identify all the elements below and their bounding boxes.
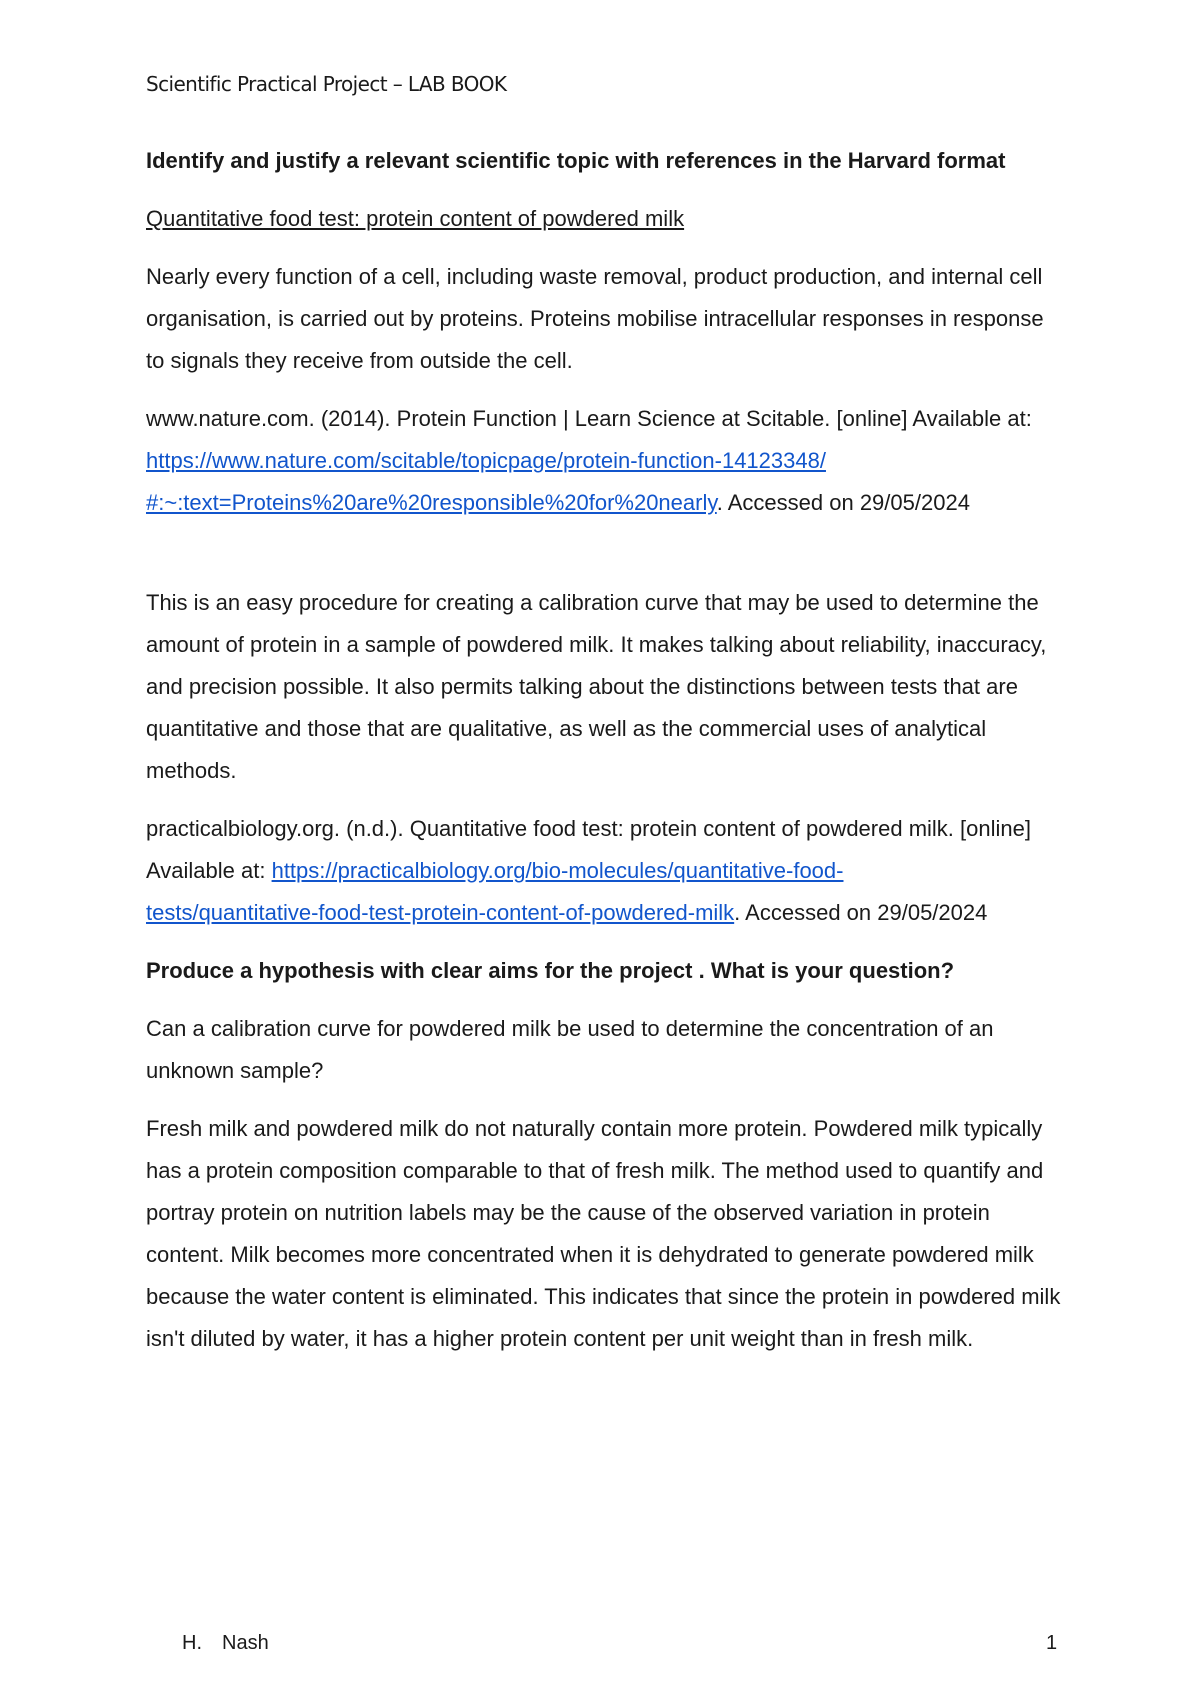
reference-nature: [146, 398, 1066, 524]
reference-practicalbiology-prefix: practicalbiology.org. (n.d.). Quantitative food test: protein content of powdered milk. [online] Available at:: [146, 816, 1031, 883]
reference-practicalbiology-suffix: . Accessed on 29/05/2024: [734, 900, 988, 925]
reference-nature-prefix: www.nature.com. (2014). Protein Function | Learn Science at Scitable. [online] Available at:: [146, 406, 1032, 431]
paragraph-hypothesis: Fresh milk and powdered milk do not naturally contain more protein. Powdered milk typically has a protein composition comparable to that of fresh milk. The method used to quantify and portray protein on nutrition labels may be the cause of the observed variation in protein content. Milk becomes more concentrated when it is dehydrated to generate powdered milk because the water content is eliminated. This indicates that since the protein in powdered milk isn't diluted by water, it has a higher protein content per unit weight than in fresh milk.: [146, 1116, 1061, 1351]
research-question: Can a calibration curve for powdered milk be used to determine the concentration of an unknown sample?: [146, 1016, 994, 1083]
page-number: 1: [1046, 1632, 1058, 1654]
reference-nature-link[interactable]: https://www.nature.com/scitable/topicpage/protein-function-14123348/ #:~:text=Proteins%20are%20responsible%20for%20nearly: [146, 448, 826, 515]
section-heading-hypothesis: Produce a hypothesis with clear aims for the project . What is your question?: [146, 958, 955, 983]
reference-practicalbiology-link[interactable]: https://practicalbiology.org/bio-molecules/quantitative-food- tests/quantitative-food-test-protein-content-of-powdered-milk: [146, 858, 844, 925]
footer-author-initial: H.: [182, 1632, 202, 1654]
topic-title: Quantitative food test: protein content of powdered milk: [146, 206, 685, 231]
section-heading-topic: Identify and justify a relevant scientific topic with references in the Harvard format: [146, 148, 1006, 173]
footer-author-surname: Nash: [222, 1632, 269, 1654]
document-body: [146, 140, 1066, 1360]
page-header: Scientific Practical Project – LAB BOOK: [146, 72, 507, 96]
paragraph-protein-function: Nearly every function of a cell, including waste removal, product production, and internal cell organisation, is carried out by proteins. Proteins mobilise intracellular responses in response to signals they receive from outside the cell.: [146, 264, 1044, 373]
reference-practicalbiology: [146, 808, 1066, 934]
reference-nature-suffix: . Accessed on 29/05/2024: [716, 490, 970, 515]
footer-author: [182, 1632, 269, 1655]
paragraph-procedure: This is an easy procedure for creating a calibration curve that may be used to determine the amount of protein in a sample of powdered milk. It makes talking about reliability, inaccuracy, and precision possible. It also permits talking about the distinctions between tests that are quantitative and those that are qualitative, as well as the commercial uses of analytical methods.: [146, 590, 1047, 783]
